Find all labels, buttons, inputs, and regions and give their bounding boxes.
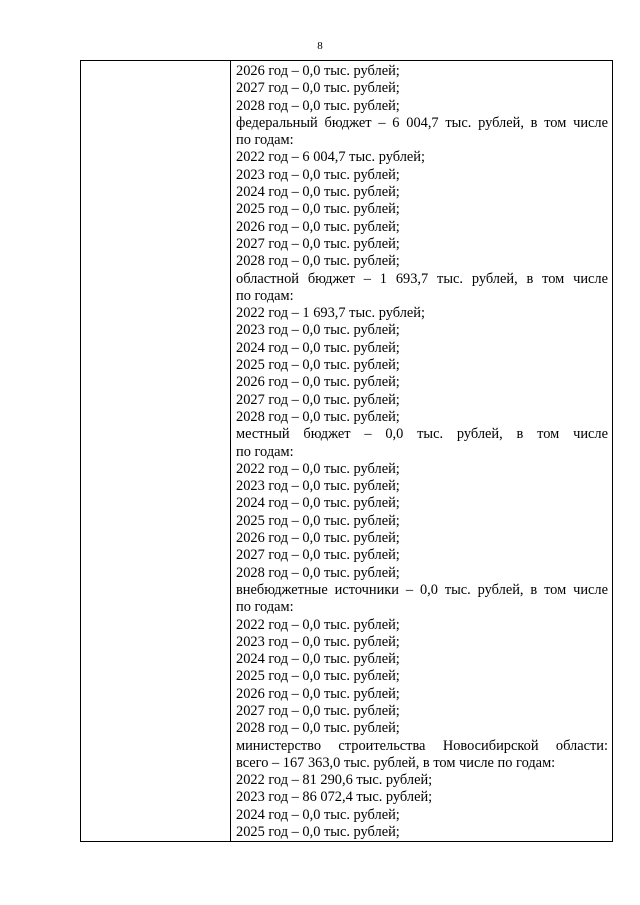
text-line: 2023 год – 86 072,4 тыс. рублей; <box>236 789 433 806</box>
text-line: 2028 год – 0,0 тыс. рублей; <box>236 564 400 581</box>
text-line: 2024 год – 0,0 тыс. рублей; <box>236 339 400 356</box>
text-line: 2023 год – 0,0 тыс. рублей; <box>236 478 400 495</box>
text-line: министерство строительства Новосибирской области: <box>236 737 608 754</box>
text-line: 2026 год – 0,0 тыс. рублей; <box>236 63 400 79</box>
text-line: 2028 год – 0,0 тыс. рублей; <box>236 97 400 114</box>
text-line: 2028 год – 0,0 тыс. рублей; <box>236 408 400 425</box>
text-line: 2026 год – 0,0 тыс. рублей; <box>236 685 400 702</box>
text-line: 2028 год – 0,0 тыс. рублей; <box>236 253 400 270</box>
text-line: 2023 год – 0,0 тыс. рублей; <box>236 322 400 339</box>
text-line: 2025 год – 0,0 тыс. рублей; <box>236 824 400 841</box>
text-line: 2027 год – 0,0 тыс. рублей; <box>236 702 400 719</box>
text-line: 2025 год – 0,0 тыс. рублей; <box>236 512 400 529</box>
text-line: местный бюджет – 0,0 тыс. рублей, в том числе <box>236 426 608 443</box>
text-line: 2022 год – 0,0 тыс. рублей; <box>236 616 400 633</box>
text-line: 2025 год – 0,0 тыс. рублей; <box>236 668 400 685</box>
text-line: 2024 год – 0,0 тыс. рублей; <box>236 651 400 668</box>
text-line: 2027 год – 0,0 тыс. рублей; <box>236 547 400 564</box>
text-line: 2026 год – 0,0 тыс. рублей; <box>236 374 400 391</box>
text-line: 2025 год – 0,0 тыс. рублей; <box>236 357 400 374</box>
text-line: 2023 год – 0,0 тыс. рублей; <box>236 166 400 183</box>
text-line: 2026 год – 0,0 тыс. рублей; <box>236 530 400 547</box>
text-line: 2024 год – 0,0 тыс. рублей; <box>236 495 400 512</box>
text-line: внебюджетные источники – 0,0 тыс. рублей, в том числе <box>236 581 608 598</box>
text-line: 2028 год – 0,0 тыс. рублей; <box>236 720 400 737</box>
table-right-column <box>231 61 612 841</box>
text-line: 2025 год – 0,0 тыс. рублей; <box>236 201 400 218</box>
page-number: 8 <box>317 40 323 52</box>
text-line: 2022 год – 6 004,7 тыс. рублей; <box>236 149 425 166</box>
text-line: всего – 167 363,0 тыс. рублей, в том числе по годам: <box>236 754 556 771</box>
text-line: 2022 год – 0,0 тыс. рублей; <box>236 460 400 477</box>
text-line: по годам: <box>236 132 294 149</box>
text-line: по годам: <box>236 599 294 616</box>
text-line: областной бюджет – 1 693,7 тыс. рублей, в том числе <box>236 270 608 287</box>
text-line: 2027 год – 0,0 тыс. рублей; <box>236 80 400 97</box>
text-line: 2027 год – 0,0 тыс. рублей; <box>236 391 400 408</box>
text-line: 2022 год – 81 290,6 тыс. рублей; <box>236 772 433 789</box>
text-line: 2024 год – 0,0 тыс. рублей; <box>236 806 400 823</box>
budget-table <box>80 60 613 842</box>
table-left-column <box>81 61 231 841</box>
text-line: 2024 год – 0,0 тыс. рублей; <box>236 184 400 201</box>
text-line: по годам: <box>236 443 294 460</box>
text-line: 2023 год – 0,0 тыс. рублей; <box>236 633 400 650</box>
text-line: 2026 год – 0,0 тыс. рублей; <box>236 218 400 235</box>
text-line: 2027 год – 0,0 тыс. рублей; <box>236 235 400 252</box>
text-line: федеральный бюджет – 6 004,7 тыс. рублей, в том числе <box>236 114 608 131</box>
text-line: по годам: <box>236 287 294 304</box>
text-line: 2022 год – 1 693,7 тыс. рублей; <box>236 305 425 322</box>
